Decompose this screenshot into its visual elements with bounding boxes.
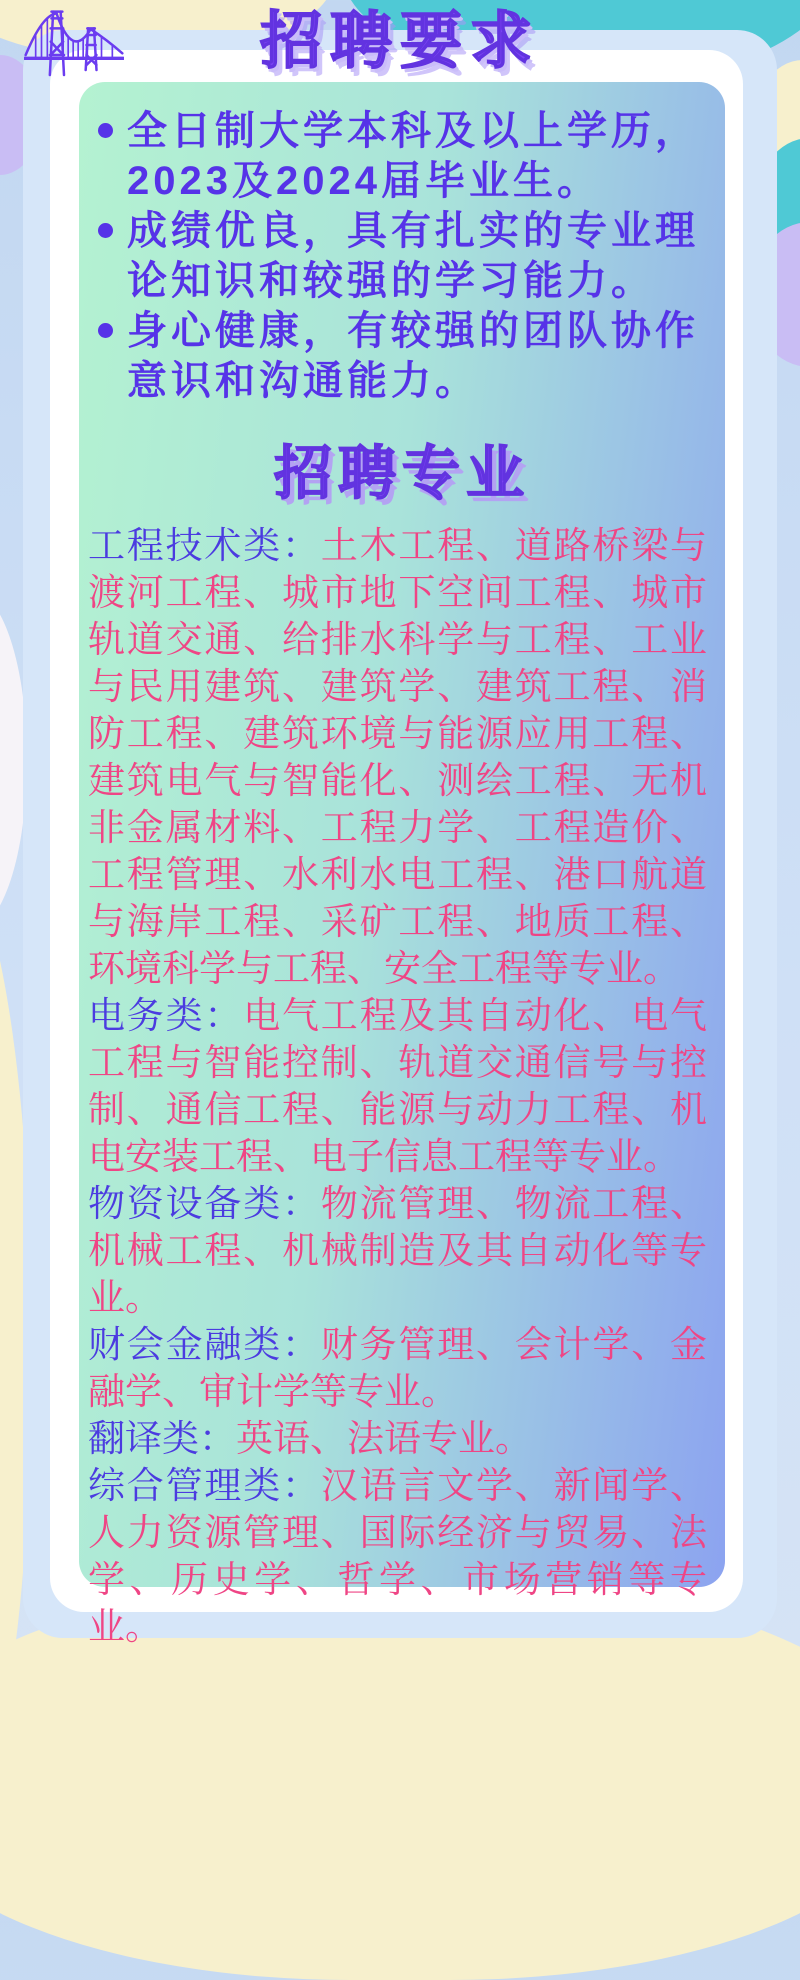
page-title: 招聘要求 <box>259 7 540 76</box>
major-category <box>88 1321 707 1415</box>
major-category <box>88 992 707 1180</box>
requirement-text: 身心健康，有较强的团队协作意识和沟通能力。 <box>127 309 699 403</box>
major-category <box>88 1462 707 1650</box>
category-majors: 物流管理、物流工程、机械工程、机械制造及其自动化等专业。 <box>88 1182 708 1318</box>
category-label: 物资设备类： <box>88 1182 321 1224</box>
category-label: 综合管理类： <box>88 1464 321 1506</box>
content-gradient-panel <box>79 82 725 1647</box>
bullet-icon <box>98 123 113 138</box>
category-majors: 英语、法语专业。 <box>236 1417 532 1459</box>
bullet-icon <box>98 223 113 238</box>
requirement-item <box>93 306 705 406</box>
category-majors: 土木工程、道路桥梁与渡河工程、城市地下空间工程、城市轨道交通、给排水科学与工程、工业与民用建筑、建筑学、建筑工程、消防工程、建筑环境与能源应用工程、建筑电气与智能化、测绘工程、无机非金属材料、工程力学、工程造价、工程管理、水利水电工程、港口航道与海岸工程、采矿工程、地质工程、环境科学与工程、安全工程等专业。 <box>88 524 708 989</box>
requirements-list <box>79 82 725 406</box>
category-label: 电务类： <box>88 994 244 1036</box>
major-category <box>88 522 707 992</box>
category-label: 翻译类： <box>88 1417 236 1459</box>
requirement-item <box>93 106 705 206</box>
category-majors: 汉语言文学、新闻学、人力资源管理、国际经济与贸易、法学、历史学、哲学、市场营销等专业。 <box>88 1464 708 1647</box>
majors-block <box>79 522 725 1650</box>
major-category <box>88 1415 707 1462</box>
category-majors: 电气工程及其自动化、电气工程与智能控制、轨道交通信号与控制、通信工程、能源与动力工程、机电安装工程、电子信息工程等专业。 <box>88 994 708 1177</box>
category-label: 财会金融类： <box>88 1323 321 1365</box>
bullet-icon <box>98 323 113 338</box>
requirement-text: 全日制大学本科及以上学历，2023及2024届毕业生。 <box>127 109 699 203</box>
requirement-item <box>93 206 705 306</box>
majors-section-title: 招聘专业 <box>273 441 530 506</box>
requirement-text: 成绩优良，具有扎实的专业理论知识和较强的学习能力。 <box>127 209 699 303</box>
category-label: 工程技术类： <box>88 524 321 566</box>
suspension-bridge-icon <box>24 6 124 89</box>
category-majors: 财务管理、会计学、金融学、审计学等专业。 <box>88 1323 708 1412</box>
major-category <box>88 1180 707 1321</box>
